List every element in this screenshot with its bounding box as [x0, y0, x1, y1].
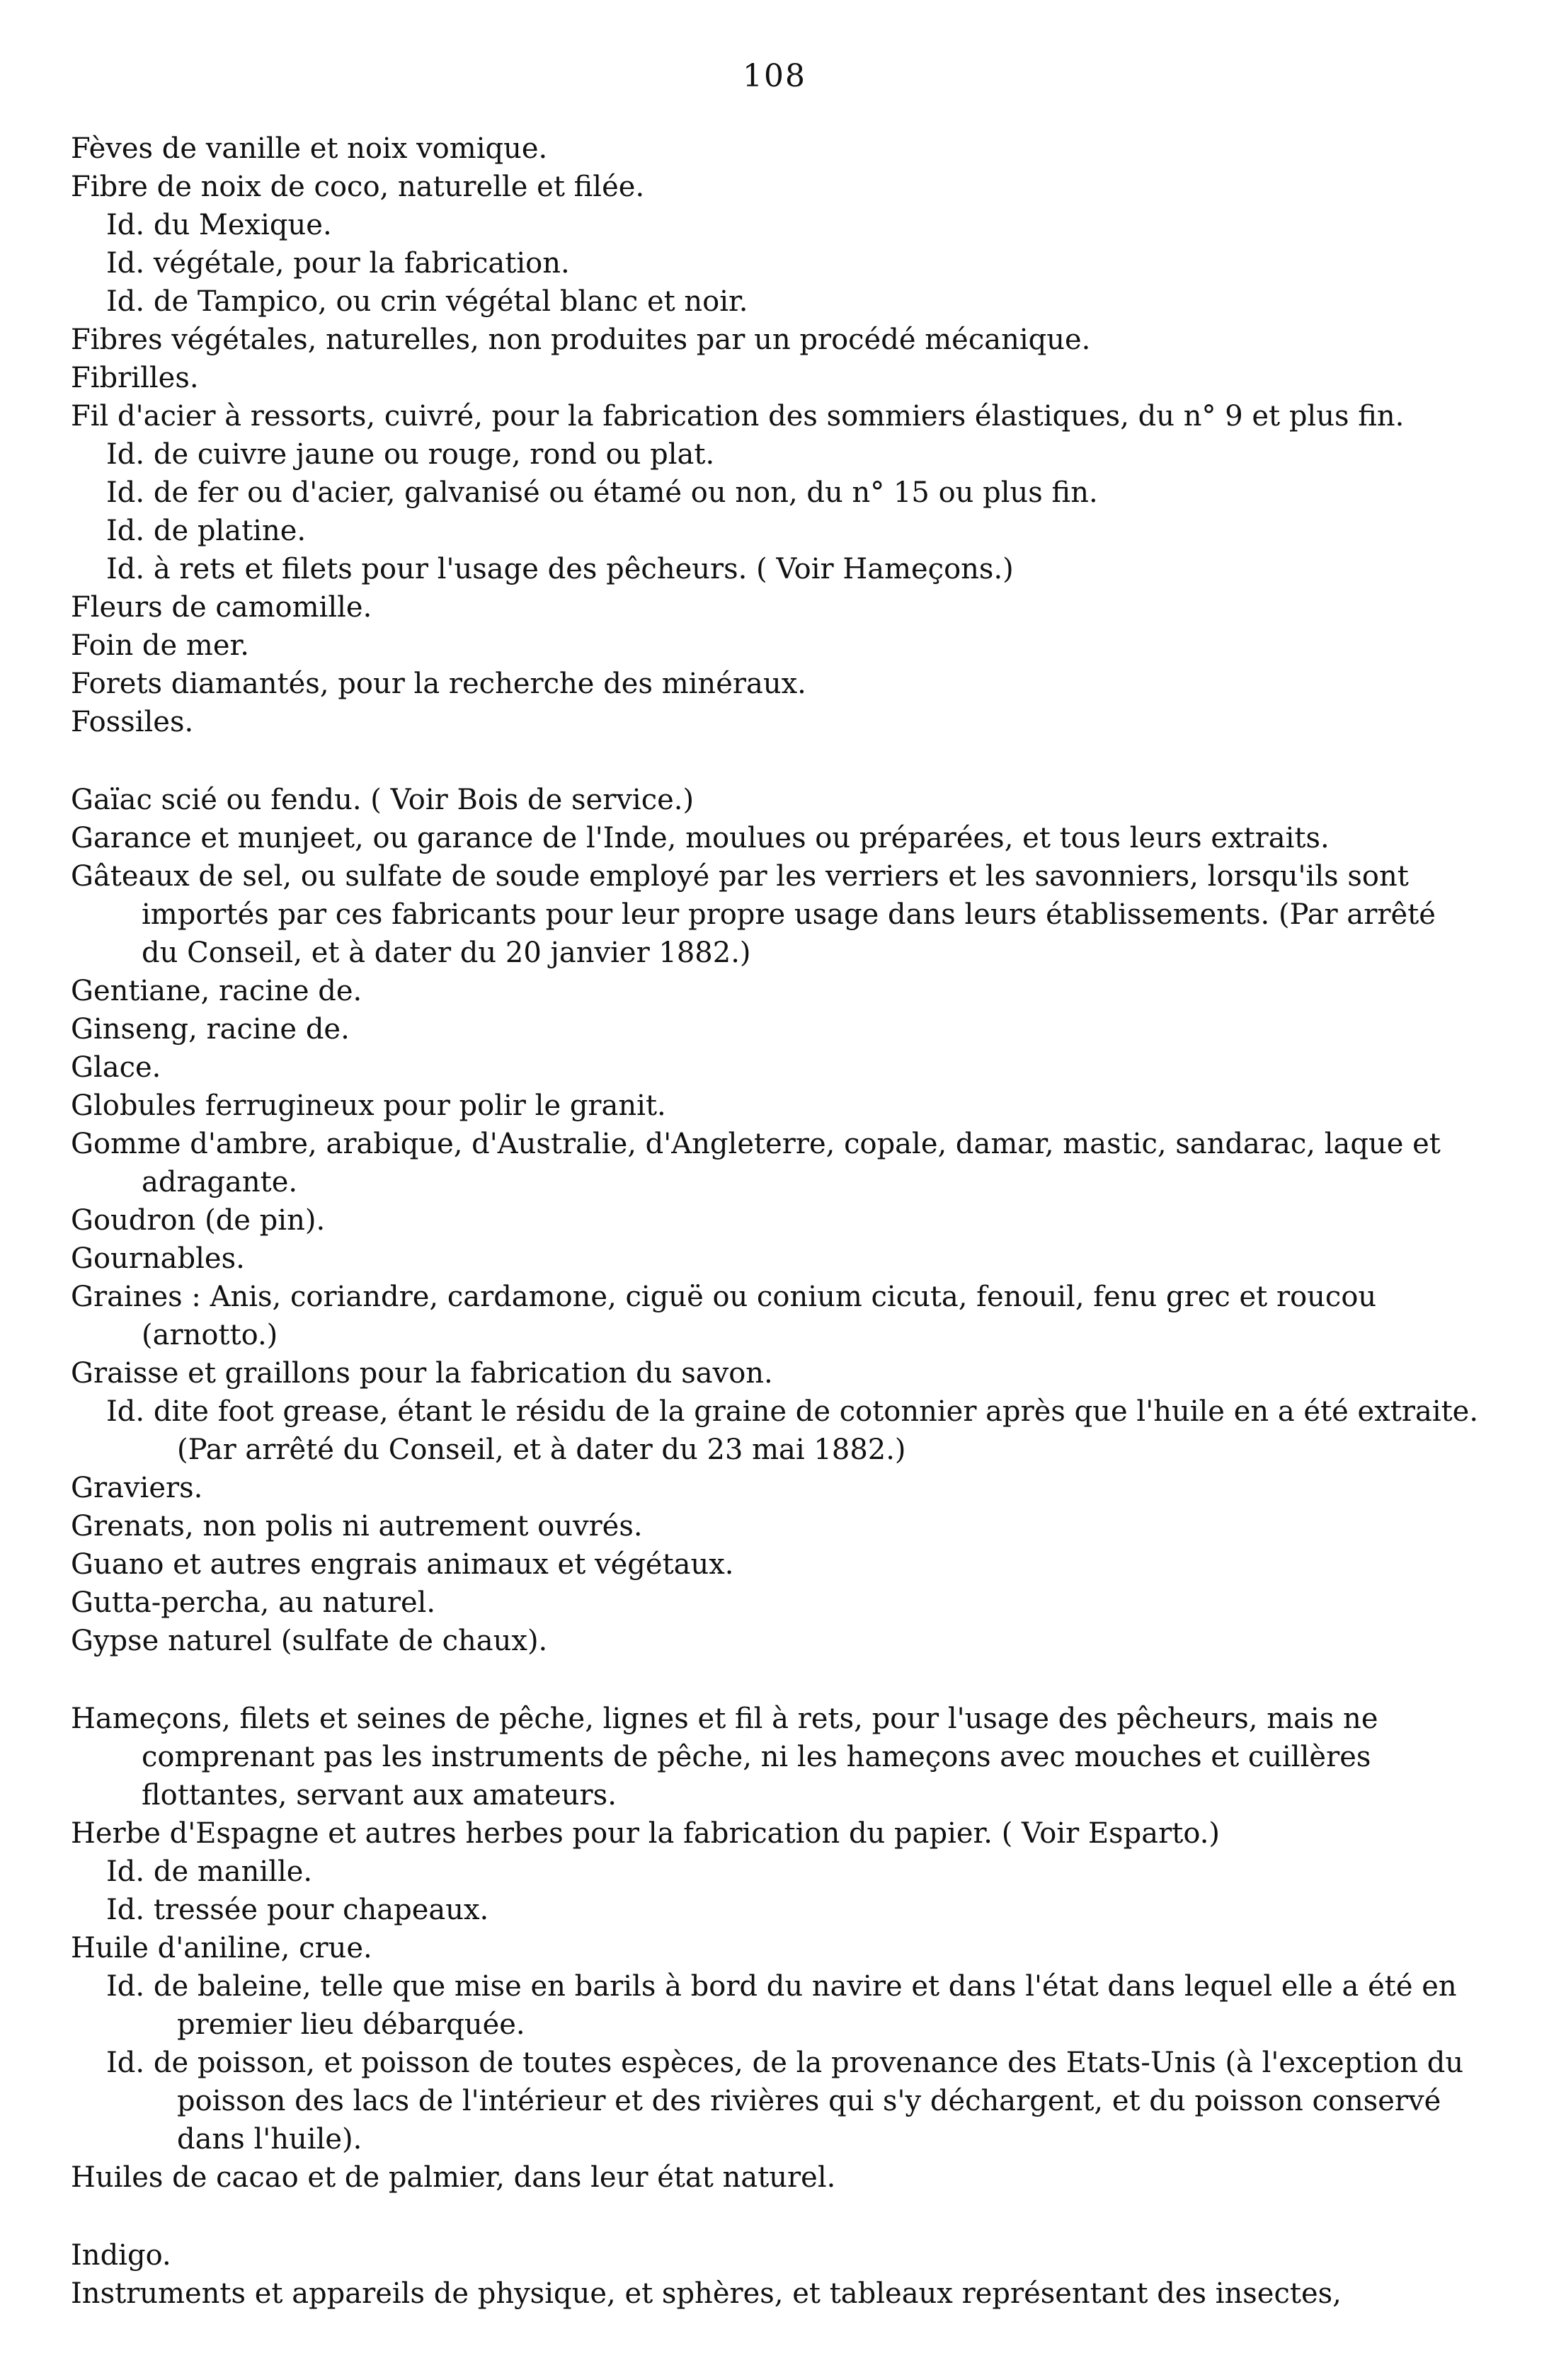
sub-entry: Id. de platine. [106, 515, 307, 547]
letter-section [71, 1700, 1480, 2197]
list-entry: Graisse et graillons pour la fabrication du savon. [71, 1357, 773, 1390]
list-entry: Grenats, non polis ni autrement ouvrés. [71, 1510, 643, 1543]
list-entry: Fèves de vanille et noix vomique. [71, 132, 548, 165]
list-entry: Guano et autres engrais animaux et végétaux. [71, 1548, 734, 1581]
list-entry: Fibres végétales, naturelles, non produites par un procédé mécanique. [71, 324, 1091, 356]
section-gap [71, 1660, 1480, 1700]
page-number: 108 [743, 58, 806, 94]
list-entry: Glace. [71, 1051, 161, 1084]
list-entry: Gentiane, racine de. [71, 975, 362, 1007]
tariff-list [71, 130, 1480, 2313]
sub-entry: Id. tressée pour chapeaux. [106, 1894, 489, 1926]
sub-entry: Id. de poisson, et poisson de toutes espèces, de la provenance des Etats-Unis (à l'exception du poisson des lacs de l'intérieur et des rivières qui s'y déchargent, et du poisson conservé dans l'huile). [106, 2047, 1464, 2156]
sub-entry: Id. de fer ou d'acier, galvanisé ou étamé ou non, du n° 15 ou plus fin. [106, 476, 1098, 509]
list-entry: Globules ferrugineux pour polir le granit. [71, 1089, 666, 1122]
list-entry: Indigo. [71, 2239, 171, 2272]
list-entry: Fibre de noix de coco, naturelle et filée. [71, 171, 645, 203]
list-entry: Gypse naturel (sulfate de chaux). [71, 1625, 548, 1657]
list-entry: Instruments et appareils de physique, et sphères, et tableaux représentant des insectes, [71, 2277, 1342, 2310]
section-gap [71, 2197, 1480, 2236]
section-gap [71, 741, 1480, 781]
list-entry: Gutta-percha, au naturel. [71, 1586, 436, 1619]
list-entry: Ginseng, racine de. [71, 1013, 350, 1046]
letter-section [71, 2236, 1480, 2313]
list-entry: Gâteaux de sel, ou sulfate de soude employé par les verriers et les savonniers, lorsqu'ils sont importés par ces fabricants pour leur propre usage dans leurs établissements. (Par arrêté du Conseil, et à dater du 20 janvier 1882.) [71, 860, 1436, 969]
list-entry: Goudron (de pin). [71, 1204, 326, 1237]
sub-entry: Id. du Mexique. [106, 209, 332, 241]
list-entry: Herbe d'Espagne et autres herbes pour la fabrication du papier. ( Voir Esparto.) [71, 1817, 1221, 1850]
list-entry: Gournables. [71, 1242, 245, 1275]
list-entry: Fibrilles. [71, 362, 199, 394]
letter-section [71, 781, 1480, 1660]
sub-entry: Id. de cuivre jaune ou rouge, rond ou plat. [106, 438, 715, 471]
list-entry: Fil d'acier à ressorts, cuivré, pour la fabrication des sommiers élastiques, du n° 9 et plus fin. [71, 400, 1405, 433]
letter-section [71, 130, 1480, 741]
sub-entry: Id. de manille. [106, 1855, 313, 1888]
list-entry: Huile d'aniline, crue. [71, 1932, 372, 1964]
sub-entry: Id. de baleine, telle que mise en barils à bord du navire et dans l'état dans lequel elle a été en premier lieu débarquée. [106, 1970, 1457, 2041]
list-entry: Graviers. [71, 1472, 203, 1504]
list-entry: Forets diamantés, pour la recherche des minéraux. [71, 668, 806, 700]
list-entry: Foin de mer. [71, 629, 249, 662]
list-entry: Gomme d'ambre, arabique, d'Australie, d'Angleterre, copale, damar, mastic, sandarac, laque et adragante. [71, 1128, 1441, 1198]
list-entry: Garance et munjeet, ou garance de l'Inde, moulues ou préparées, et tous leurs extraits. [71, 822, 1330, 854]
list-entry: Gaïac scié ou fendu. ( Voir Bois de service.) [71, 784, 695, 816]
list-entry: Fleurs de camomille. [71, 591, 372, 624]
sub-entry: Id. de Tampico, ou crin végétal blanc et noir. [106, 285, 748, 318]
list-entry: Huiles de cacao et de palmier, dans leur état naturel. [71, 2161, 836, 2194]
sub-entry: Id. à rets et filets pour l'usage des pêcheurs. ( Voir Hameçons.) [106, 553, 1014, 585]
list-entry: Hameçons, filets et seines de pêche, lignes et fil à rets, pour l'usage des pêcheurs, mais ne comprenant pas les instruments de pêche, ni les hameçons avec mouches et cuillères flottantes, servant aux amateurs. [71, 1703, 1378, 1812]
sub-entry: Id. dite foot grease, étant le résidu de la graine de cotonnier après que l'huile en a été extraite. (Par arrêté du Conseil, et à dater du 23 mai 1882.) [106, 1395, 1479, 1466]
list-entry: Graines : Anis, coriandre, cardamone, ciguë ou conium cicuta, fenouil, fenu grec et roucou (arnotto.) [71, 1281, 1377, 1351]
list-entry: Fossiles. [71, 706, 194, 738]
sub-entry: Id. végétale, pour la fabrication. [106, 247, 570, 280]
